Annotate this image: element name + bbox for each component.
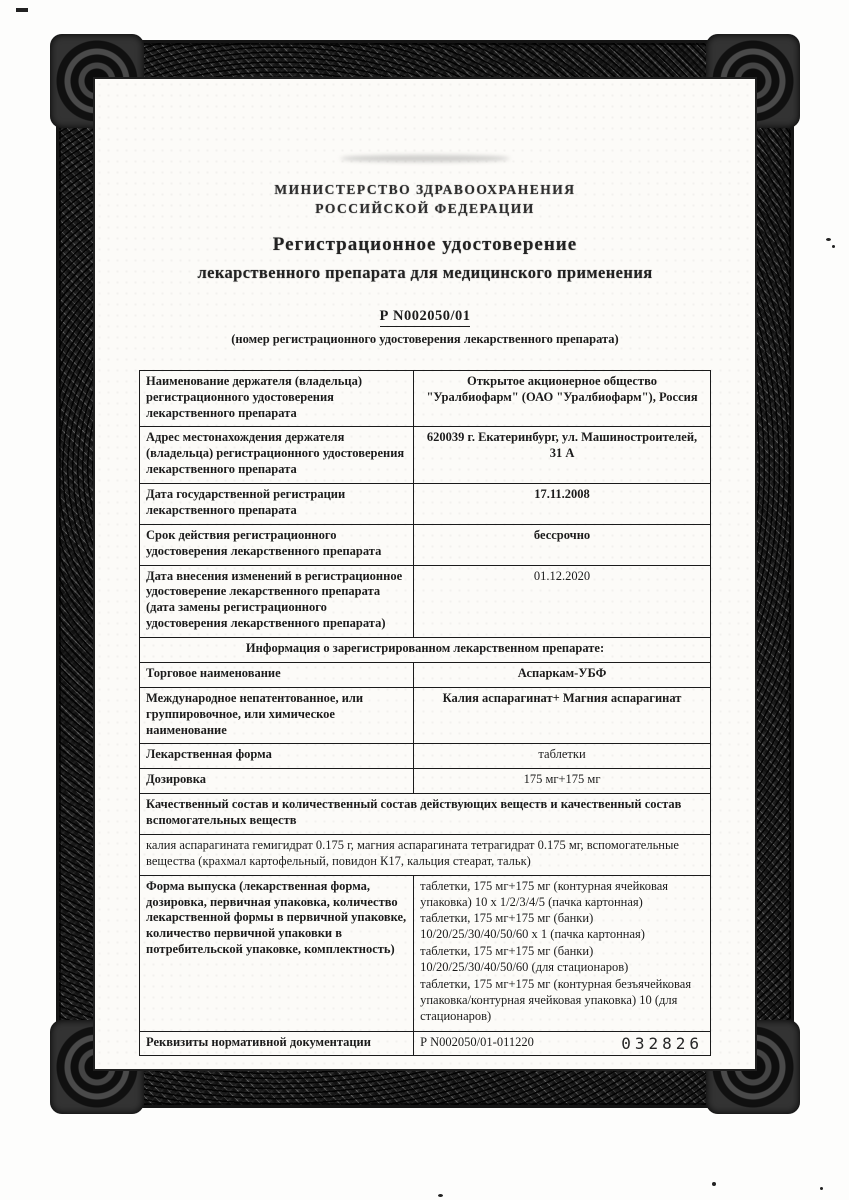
- release-form-line: таблетки, 175 мг+175 мг (банки) 10/20/25/30/40/50/60 х 1 (пачка картонная): [420, 911, 645, 942]
- holder-address-label: Адрес местонахождения держателя (владельца) регистрационного удостоверения лекарственного препарата: [140, 427, 414, 484]
- ministry-line-2: РОССИЙСКОЙ ФЕДЕРАЦИИ: [315, 200, 535, 216]
- composition-header: Качественный состав и количественный состав действующих веществ и качественный состав вспомогательных веществ: [140, 794, 711, 835]
- release-form-line: таблетки, 175 мг+175 мг (контурная ячейковая упаковка) 10 х 1/2/3/4/5 (пачка картонная): [420, 878, 668, 909]
- validity-value: бессрочно: [414, 524, 711, 565]
- amendment-date-value: 01.12.2020: [414, 565, 711, 638]
- certificate-content: [95, 79, 755, 1056]
- document-title-line-2: лекарственного препарата для медицинского применения: [197, 262, 653, 282]
- normative-docs-value: Р N002050/01-011220: [414, 1031, 711, 1056]
- scan-noise-speck: [826, 238, 831, 241]
- row-holder-name: [140, 370, 711, 427]
- amendment-date-label: Дата внесения изменений в регистрационное удостоверение лекарственного препарата (дата замены регистрационного удостоверения лекарственного препарата): [140, 565, 414, 638]
- dosage-label: Дозировка: [140, 769, 414, 794]
- validity-label: Срок действия регистрационного удостоверения лекарственного препарата: [140, 524, 414, 565]
- document-title: [139, 234, 711, 283]
- stamp-number: 032826: [621, 1034, 703, 1053]
- inn-value: Калия аспарагинат+ Магния аспарагинат: [414, 687, 711, 744]
- row-holder-address: [140, 427, 711, 484]
- certificate-table: [139, 370, 711, 1057]
- trade-name-label: Торговое наименование: [140, 662, 414, 687]
- row-release-form: [140, 875, 711, 1031]
- release-form-line: таблетки, 175 мг+175 мг (контурная безъячейковая упаковка/контурная ячейковая упаковка) 10 (для стационаров): [420, 976, 692, 1023]
- release-form-label: Форма выпуска (лекарственная форма, дозировка, первичная упаковка, количество лекарственной формы в первичной упаковке, количество первичной упаковки в потребительской упаковке, комплектность): [140, 875, 414, 1031]
- scan-noise-speck: [16, 8, 28, 12]
- row-validity: [140, 524, 711, 565]
- normative-docs-label: Реквизиты нормативной документации: [140, 1031, 414, 1056]
- scan-noise-speck: [712, 1182, 716, 1186]
- row-amendment-date: [140, 565, 711, 638]
- dosage-form-label: Лекарственная форма: [140, 744, 414, 769]
- row-composition-header: [140, 794, 711, 835]
- registration-date-label: Дата государственной регистрации лекарственного препарата: [140, 484, 414, 525]
- row-dosage-form: [140, 744, 711, 769]
- holder-name-label: Наименование держателя (владельца) регистрационного удостоверения лекарственного препарата: [140, 370, 414, 427]
- registration-number: Р N002050/01: [380, 308, 471, 327]
- release-form-line: таблетки, 175 мг+175 мг (банки) 10/20/25/30/40/50/60 (для стационаров): [420, 944, 629, 975]
- holder-address-value: 620039 г. Екатеринбург, ул. Машиностроителей, 31 А: [414, 427, 711, 484]
- holder-name-value: Открытое акционерное общество "Уралбиофарм" (ОАО "Уралбиофарм"), Россия: [414, 370, 711, 427]
- release-form-lines: [420, 879, 704, 1025]
- registration-number-caption: (номер регистрационного удостоверения лекарственного препарата): [231, 331, 619, 346]
- release-form-value: [414, 875, 711, 1031]
- certificate-body: [93, 77, 757, 1071]
- document-title-line-1: Регистрационное удостоверение: [272, 233, 578, 255]
- composition-text: калия аспарагината гемигидрат 0.175 г, магния аспарагината тетрагидрат 0.175 мг, вспомогательные вещества (крахмал картофельный, повидон К17, кальция стеарат, тальк): [140, 834, 711, 875]
- dosage-form-value: таблетки: [414, 744, 711, 769]
- scan-noise-speck: [438, 1194, 443, 1197]
- row-trade-name: [140, 662, 711, 687]
- info-section-header: Информация о зарегистрированном лекарственном препарате:: [140, 638, 711, 663]
- row-info-header: [140, 638, 711, 663]
- ministry-line-1: МИНИСТЕРСТВО ЗДРАВООХРАНЕНИЯ: [274, 182, 576, 197]
- row-inn: [140, 687, 711, 744]
- registration-date-value: 17.11.2008: [414, 484, 711, 525]
- scan-noise-speck: [832, 245, 835, 248]
- inn-label: Международное непатентованное, или группировочное, или химическое наименование: [140, 687, 414, 744]
- scan-noise-speck: [820, 1187, 823, 1190]
- row-composition-text: [140, 834, 711, 875]
- decorative-border-frame: [56, 40, 794, 1108]
- trade-name-value: Аспаркам-УБФ: [414, 662, 711, 687]
- dosage-value: 175 мг+175 мг: [414, 769, 711, 794]
- row-registration-date: [140, 484, 711, 525]
- row-dosage: [140, 769, 711, 794]
- ministry-header: [139, 181, 711, 219]
- registration-number-block: [139, 307, 711, 327]
